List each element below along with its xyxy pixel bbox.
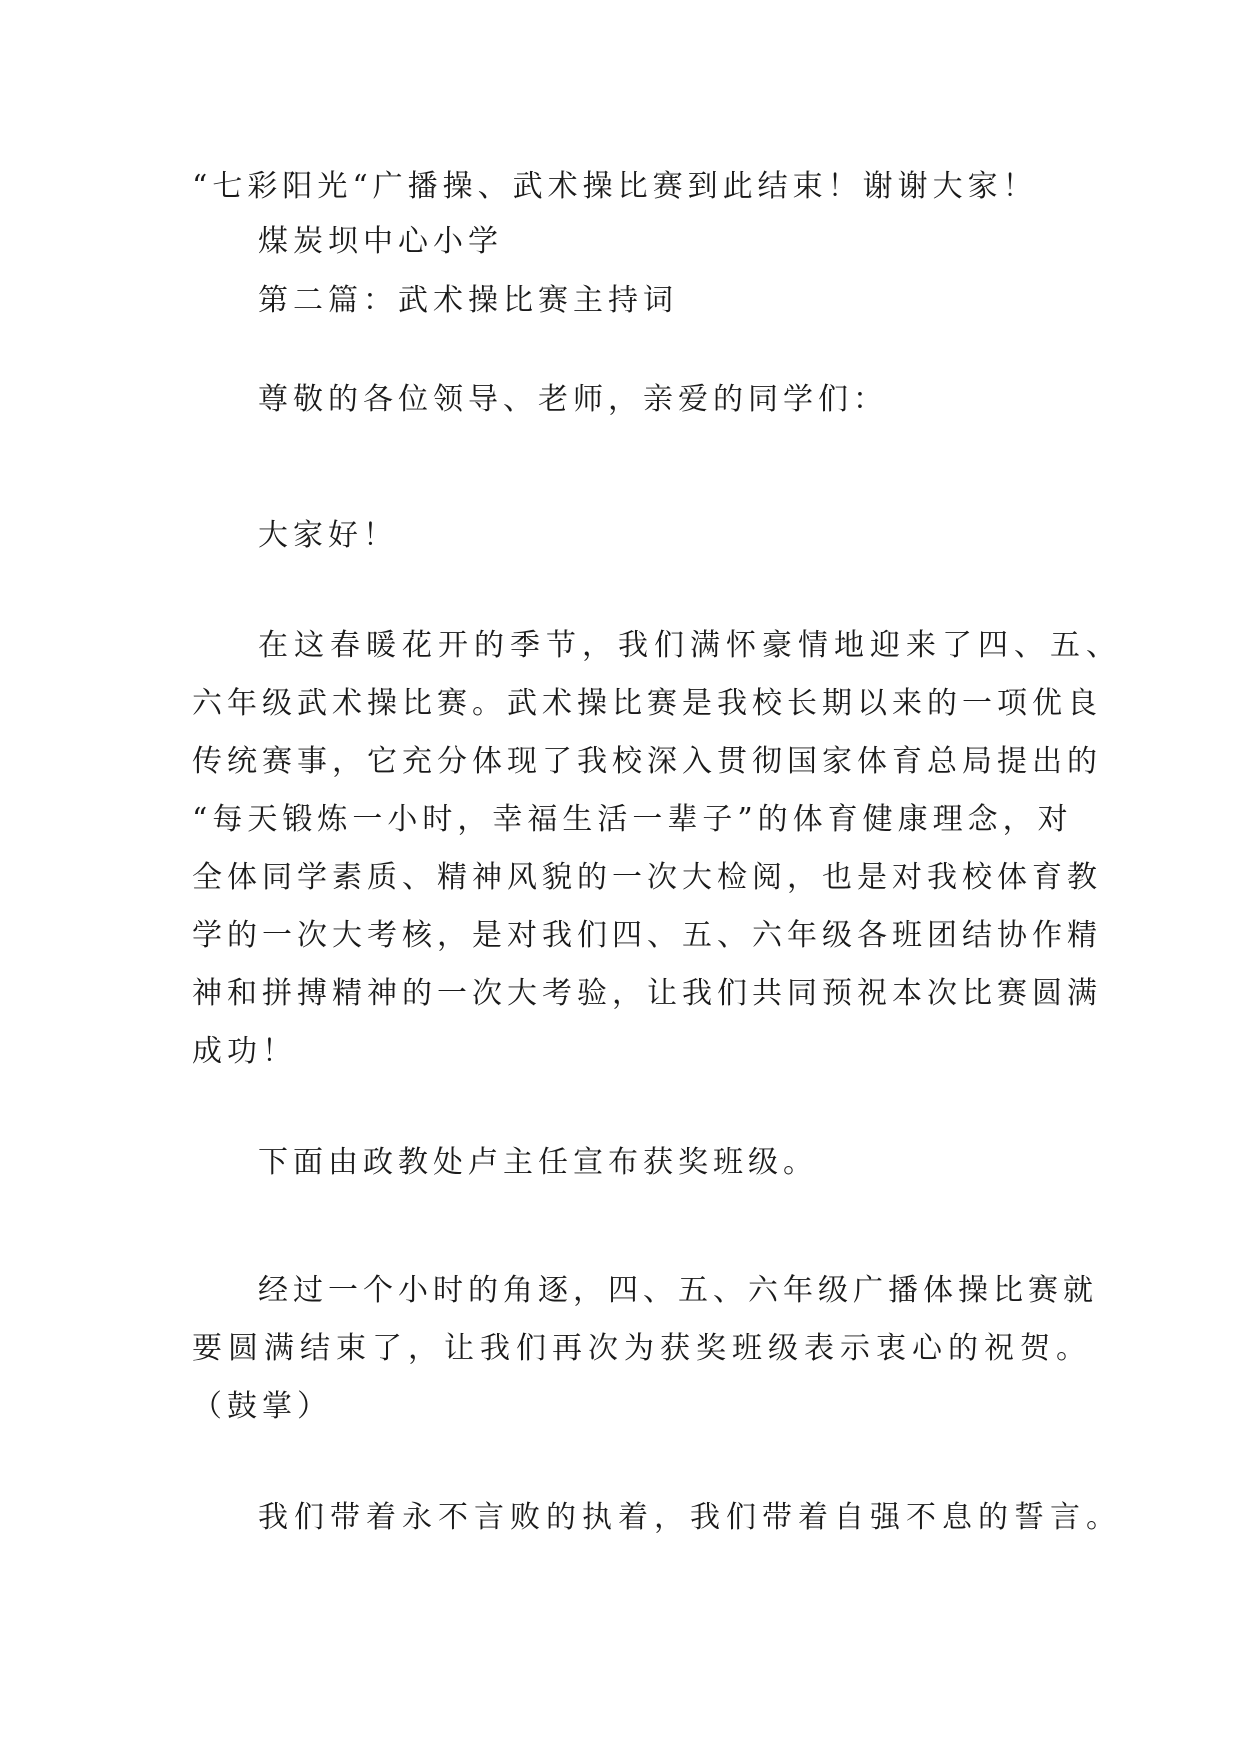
stage-direction: （鼓掌） [192, 1389, 332, 1424]
salutation: 尊敬的各位领导、老师，亲爱的同学们： [258, 382, 888, 417]
paragraph-line: 全体同学素质、精神风貌的一次大检阅，也是对我校体育教 [192, 860, 1102, 895]
paragraph-line: 在这春暖花开的季节，我们满怀豪情地迎来了四、五、 [258, 628, 1122, 663]
paragraph-line: 神和拼搏精神的一次大考验，让我们共同预祝本次比赛圆满 [192, 976, 1102, 1011]
paragraph-line: 要圆满结束了，让我们再次为获奖班级表示衷心的祝贺。 [192, 1331, 1092, 1366]
school-name: 煤炭坝中心小学 [258, 224, 503, 259]
paragraph-line: “每天锻炼一小时，幸福生活一辈子”的体育健康理念，对 [192, 802, 1073, 837]
greeting: 大家好！ [258, 518, 398, 553]
paragraph-line: 学的一次大考核，是对我们四、五、六年级各班团结协作精 [192, 918, 1102, 953]
closing-line: “七彩阳光“广播操、武术操比赛到此结束！谢谢大家！ [192, 169, 1038, 204]
paragraph-line: 传统赛事，它充分体现了我校深入贯彻国家体育总局提出的 [192, 744, 1102, 779]
announcement-line: 下面由政教处卢主任宣布获奖班级。 [258, 1145, 818, 1180]
paragraph-line: 我们带着永不言败的执着，我们带着自强不息的誓言。 [258, 1500, 1122, 1535]
paragraph-line: 经过一个小时的角逐，四、五、六年级广播体操比赛就 [258, 1273, 1098, 1308]
paragraph-line: 六年级武术操比赛。武术操比赛是我校长期以来的一项优良 [192, 686, 1102, 721]
paragraph-line: 成功！ [192, 1034, 297, 1069]
section-heading: 第二篇：武术操比赛主持词 [258, 283, 678, 318]
